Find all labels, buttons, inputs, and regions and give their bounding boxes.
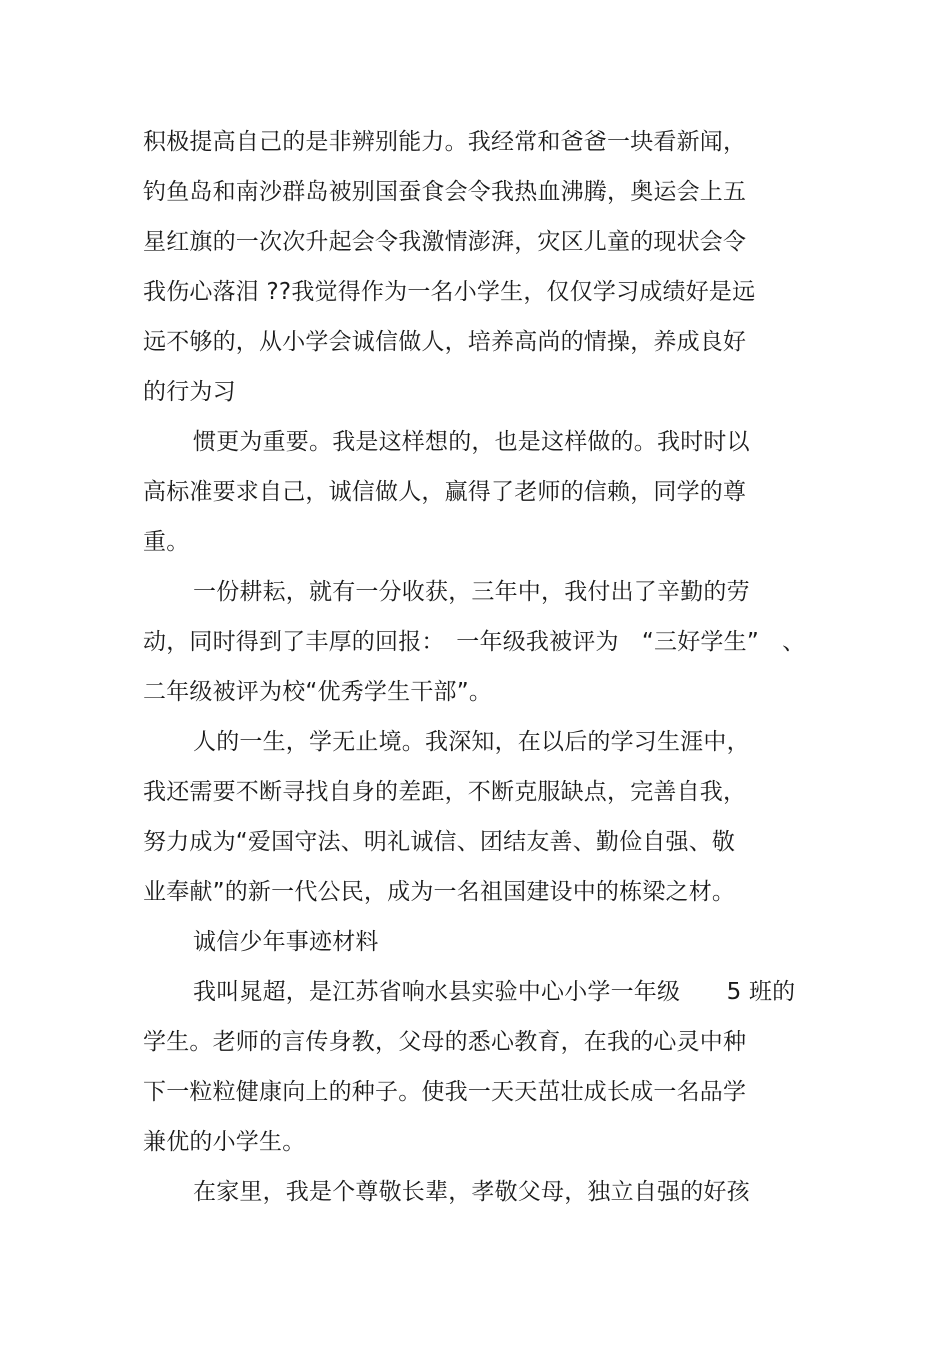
text-line: 人的一生，学无止境。我深知，在以后的学习生涯中， xyxy=(193,729,750,755)
text-line: 钓鱼岛和南沙群岛被别国蚕食会令我热血沸腾，奥运会上五 xyxy=(143,179,747,205)
text-line: 动，同时得到了丰厚的回报： 一年级我被评为 “三好学生” 、 xyxy=(143,629,806,655)
text-line: 下一粒粒健康向上的种子。使我一天天茁壮成长成一名品学 xyxy=(143,1079,747,1105)
text-line: 努力成为“爱国守法、明礼诚信、团结友善、勤俭自强、敬 xyxy=(143,829,736,855)
text-line: 二年级被评为校“优秀学生干部”。 xyxy=(143,679,493,705)
text-line: 远不够的，从小学会诚信做人，培养高尚的情操，养成良好 xyxy=(143,329,747,355)
section-heading: 诚信少年事迹材料 xyxy=(193,929,379,955)
text-line: 的行为习 xyxy=(143,379,236,405)
text-line: 我伤心落泪 ??我觉得作为一名小学生，仅仅学习成绩好是远 xyxy=(143,279,756,305)
text-line: 星红旗的一次次升起会令我激情澎湃，灾区儿童的现状会令 xyxy=(143,229,747,255)
text-line: 学生。老师的言传身教，父母的悉心教育，在我的心灵中种 xyxy=(143,1029,747,1055)
text-line: 业奉献”的新一代公民，成为一名祖国建设中的栋梁之材。 xyxy=(143,879,736,905)
text-line: 积极提高自己的是非辨别能力。我经常和爸爸一块看新闻， xyxy=(143,129,747,155)
text-line: 在家里，我是个尊敬长辈，孝敬父母，独立自强的好孩 xyxy=(193,1179,750,1205)
text-line: 惯更为重要。我是这样想的，也是这样做的。我时时以 xyxy=(193,429,750,455)
text-line: 一份耕耘，就有一分收获，三年中，我付出了辛勤的劳 xyxy=(193,579,750,605)
text-line: 高标准要求自己，诚信做人，赢得了老师的信赖，同学的尊 xyxy=(143,479,747,505)
text-line: 我叫晁超，是江苏省响水县实验中心小学一年级 5 班的 xyxy=(193,979,796,1005)
text-line: 兼优的小学生。 xyxy=(143,1129,306,1155)
text-line: 重。 xyxy=(143,529,190,555)
text-line: 我还需要不断寻找自身的差距，不断克服缺点，完善自我， xyxy=(143,779,747,805)
